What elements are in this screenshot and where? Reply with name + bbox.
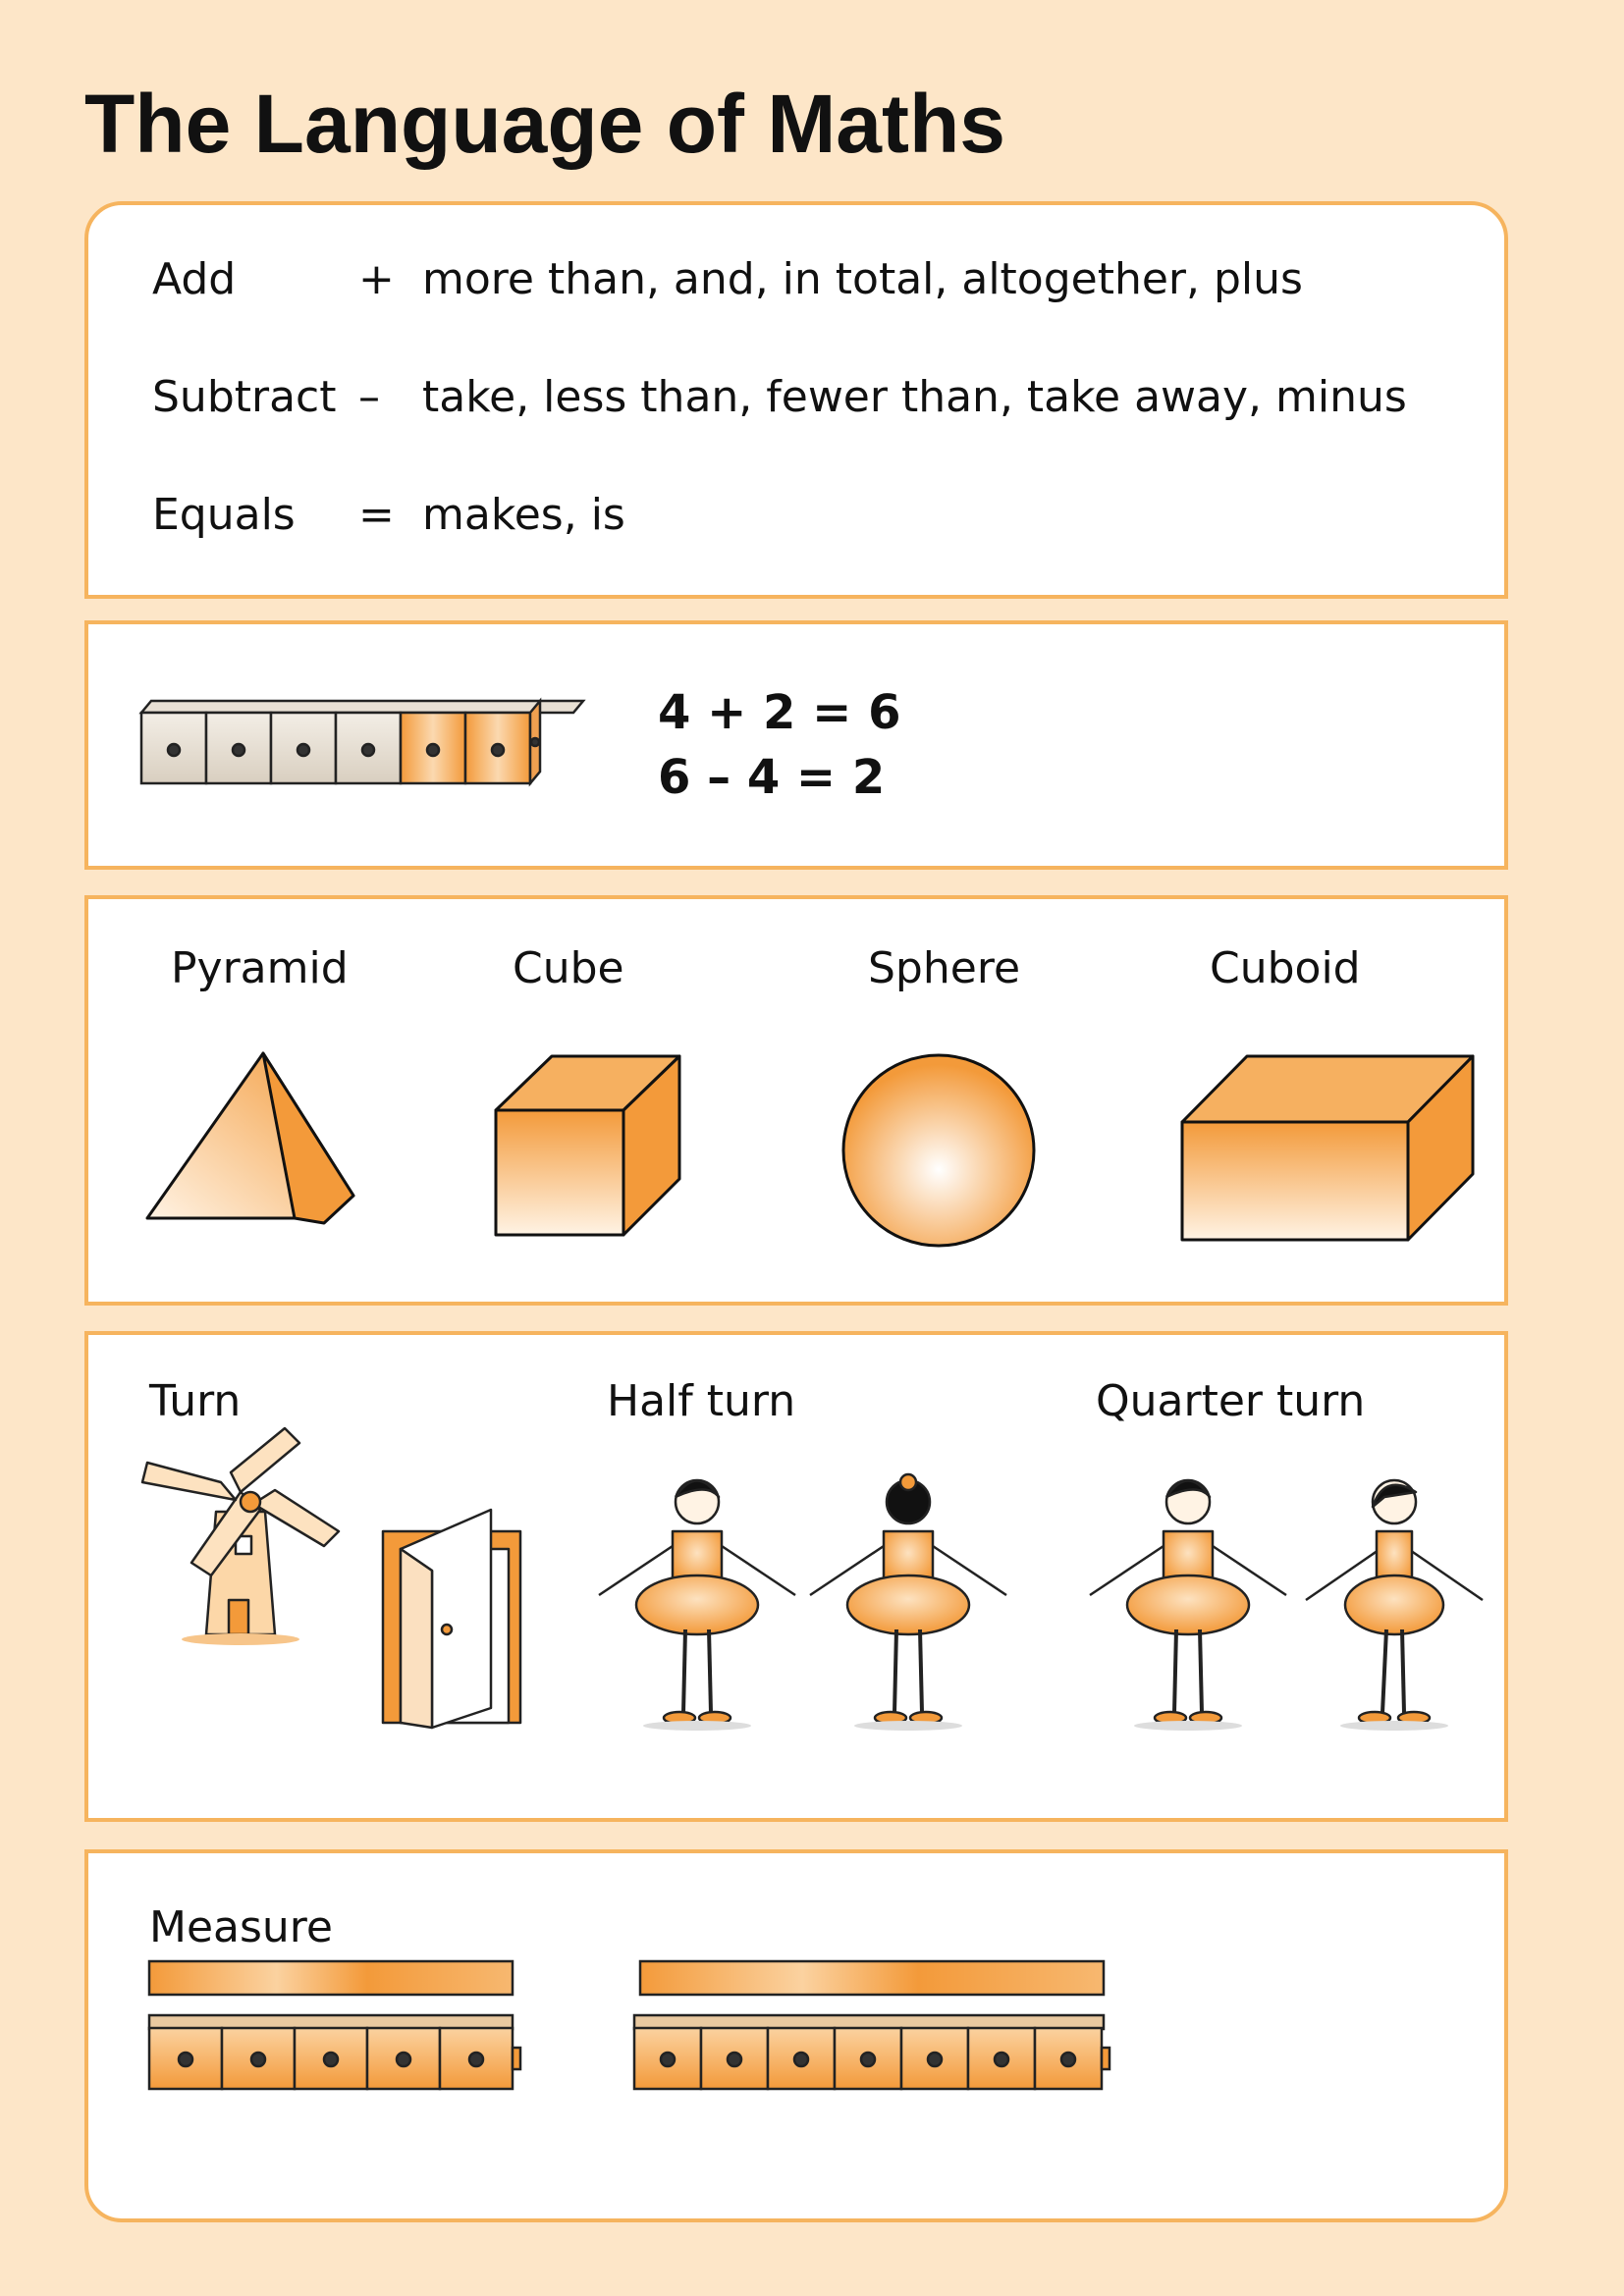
equations-panel <box>84 620 1508 870</box>
subtract-term: Subtract <box>152 372 337 422</box>
pyramid-label: Pyramid <box>171 943 349 993</box>
strip-long <box>640 1961 1104 1995</box>
measure-panel <box>84 1849 1508 2222</box>
cuboid-label: Cuboid <box>1210 943 1361 993</box>
add-symbol: + <box>358 254 395 304</box>
turns-panel <box>84 1331 1508 1822</box>
equation-subtraction: 6 – 4 = 2 <box>658 750 886 805</box>
door-image <box>383 1510 520 1728</box>
linking-cubes-image <box>141 693 593 791</box>
turns-illustrations <box>88 1335 1512 1826</box>
measure-label: Measure <box>149 1902 333 1952</box>
cuboid-shape <box>1182 1056 1473 1240</box>
add-words: more than, and, in total, altogether, plus <box>422 254 1303 304</box>
vocabulary-panel <box>84 201 1508 599</box>
shapes-drawings <box>88 899 1512 1309</box>
pyramid-shape <box>147 1053 353 1223</box>
windmill-image <box>142 1428 339 1645</box>
equals-term: Equals <box>152 490 296 540</box>
add-term: Add <box>152 254 237 304</box>
cube-row-five <box>149 2015 520 2089</box>
dancer-side-quarter-turn <box>1306 1480 1483 1731</box>
half-turn-label: Half turn <box>607 1376 796 1426</box>
page-title: The Language of Maths <box>84 78 1006 170</box>
subtract-words: take, less than, fewer than, take away, minus <box>422 372 1407 422</box>
cube-row-seven <box>634 2015 1110 2089</box>
shapes-panel <box>84 895 1508 1306</box>
sphere-label: Sphere <box>868 943 1021 993</box>
subtract-symbol: – <box>358 372 380 422</box>
strip-short <box>149 1961 513 1995</box>
cube-shape <box>496 1056 679 1235</box>
cube-label: Cube <box>513 943 624 993</box>
dancer-front-1 <box>599 1480 795 1731</box>
measure-illustrations <box>88 1853 1512 2226</box>
quarter-turn-label: Quarter turn <box>1096 1376 1366 1426</box>
equals-words: makes, is <box>422 490 625 540</box>
dancer-front-2 <box>1090 1480 1286 1731</box>
turn-label: Turn <box>149 1376 242 1426</box>
sphere-shape <box>843 1055 1034 1246</box>
equation-addition: 4 + 2 = 6 <box>658 685 901 740</box>
equals-symbol: = <box>358 490 395 540</box>
dancer-back-half-turn <box>810 1474 1006 1731</box>
